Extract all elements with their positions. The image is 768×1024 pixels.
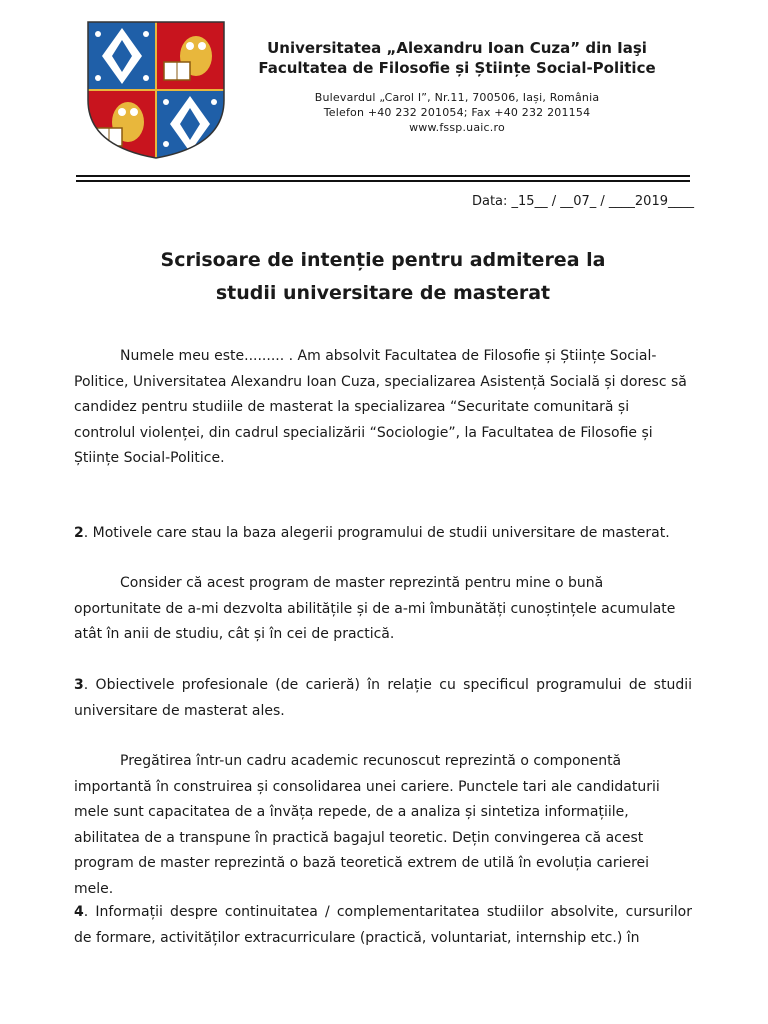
contact-info [240, 90, 674, 135]
section-2-heading [74, 521, 692, 547]
section-4-heading-text: . Informații despre continuitatea / complementaritatea studiilor absolvite, cursurilor de formare, activităților extracurriculare (practică, voluntariat, internship etc.) în [74, 904, 692, 946]
website: www.fssp.uaic.ro [409, 121, 505, 134]
header-divider-bottom [76, 180, 690, 182]
section-2-number: 2 [74, 525, 84, 541]
section-4-heading [74, 900, 692, 951]
section-2-heading-text: . Motivele care stau la baza alegerii programului de studii universitare de masterat. [83, 525, 670, 541]
intro-paragraph: Numele meu este......... . Am absolvit Facultatea de Filosofie și Științe Social-Politice, Universitatea Alexandru Ioan Cuza, specializarea Asistență Socială și doresc să candidez pentru studiile de masterat la specializarea “Securitate comunitară și controlul violenței, din cadrul specializării “Sociologie”, la Facultatea de Filosofie și Științe Social-Politice. [74, 348, 687, 466]
header-divider-top [76, 175, 690, 177]
section-2-body: Consider că acest program de master reprezintă pentru mine o bună oportunitate de a-mi dezvolta abilitățile și de a-mi îmbunătăți cunoștințele acumulate atât în anii de studiu, cât și în cei de practică. [74, 575, 676, 642]
phone-fax: Telefon +40 232 201054; Fax +40 232 201154 [323, 106, 591, 119]
section-4-number: 4 [74, 904, 84, 920]
section-3-heading [74, 673, 692, 724]
section-3-heading-text: . Obiectivele profesionale (de carieră) în relație cu specificul programului de studii universitare de masterat ales. [74, 677, 692, 719]
address: Bulevardul „Carol I”, Nr.11, 700506, Iași, România [314, 91, 600, 104]
letter-title [76, 244, 690, 310]
letterhead [240, 38, 674, 135]
section-3-number: 3 [74, 677, 84, 693]
date-line: Data: _15__ / __07_ / ____2019____ [471, 194, 694, 209]
university-crest-logo [84, 18, 228, 160]
faculty-name: Facultatea de Filosofie și Științe Social-Politice [258, 59, 656, 77]
section-3-body: Pregătirea într-un cadru academic recunoscut reprezintă o componentă importantă în construirea și consolidarea unei cariere. Punctele tari ale candidaturii mele sunt capacitatea de a învăța repede, de a analiza și sintetiza informațiile, abilitatea de a transpune în practică bagajul teoretic. Dețin convingerea că acest program de master reprezintă o bază teoretică extrem de utilă în evoluția carierei mele. [74, 753, 660, 897]
title-line-1: Scrisoare de intenție pentru admiterea la [160, 249, 606, 271]
title-line-2: studii universitare de masterat [215, 282, 551, 304]
university-name: Universitatea „Alexandru Ioan Cuza” din Iaşi [267, 39, 647, 57]
